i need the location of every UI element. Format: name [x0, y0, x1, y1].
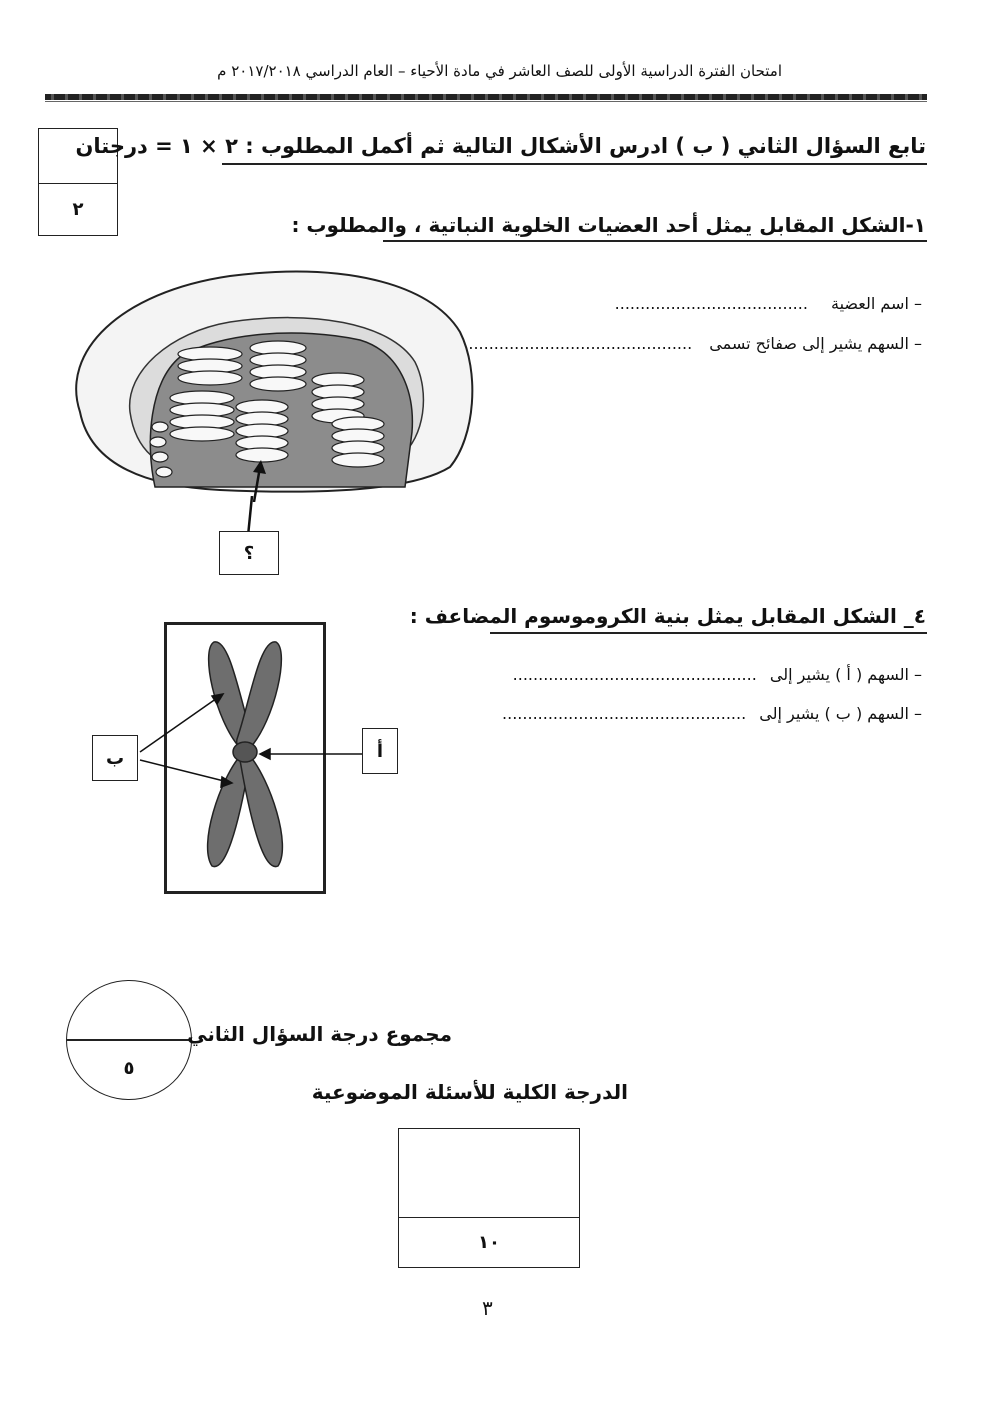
item-text: السهم ( أ ) يشير إلى	[769, 665, 909, 684]
item-dash: –	[914, 665, 922, 684]
score-max-value: ٢	[72, 198, 84, 220]
item-text: اسم العضية	[831, 294, 909, 313]
chromosome-label-b[interactable]: ب	[92, 735, 138, 781]
circle-divider	[67, 1039, 191, 1041]
chloroplast-arrow-stem	[240, 496, 260, 536]
item-text: السهم يشير إلى صفائح تسمى	[709, 334, 909, 353]
part1-title-underline	[383, 240, 927, 242]
chloroplast-icon	[76, 272, 472, 502]
answer-blank-arrow-b[interactable]: ................................................	[502, 704, 747, 723]
question-title-underline	[222, 163, 927, 165]
header-divider-thin	[45, 101, 927, 102]
part4-title: ٤_ الشكل المقابل يمثل بنية الكروموسوم المضاعف :	[409, 604, 926, 628]
chloroplast-arrow-label[interactable]: ؟	[219, 531, 279, 575]
grand-total-label: الدرجة الكلية للأسئلة الموضوعية	[311, 1080, 628, 1104]
item-dash: –	[914, 704, 922, 723]
grand-total-value: ١٠	[478, 1231, 500, 1253]
question-title: تابع السؤال الثاني ( ب ) ادرس الأشكال التالية ثم أكمل المطلوب : ٢ × ١ = درجتان	[75, 134, 926, 158]
part1-title: ١-الشكل المقابل يمثل أحد العضيات الخلوية النباتية ، والمطلوب :	[291, 213, 926, 237]
answer-blank-arrow-a[interactable]: ................................................	[512, 665, 757, 684]
item-dash: –	[914, 294, 922, 313]
chromosome-label-a[interactable]: أ	[362, 728, 398, 774]
part4-title-underline	[490, 632, 927, 634]
answer-blank-organelle[interactable]: ......................................	[614, 294, 808, 313]
question-total-value: ٥	[123, 1057, 135, 1079]
grand-total-blank-cell[interactable]	[399, 1129, 579, 1218]
part4-item-arrow-a	[513, 665, 922, 684]
page-number: ٣	[482, 1296, 493, 1320]
question-total-circle	[66, 980, 192, 1100]
header-divider	[45, 94, 927, 100]
answer-blank-lamellae[interactable]: ............................................	[468, 334, 693, 353]
part4-item-arrow-b	[502, 704, 922, 723]
item-text: السهم ( ب ) يشير إلى	[759, 704, 909, 723]
part1-item-organelle-name	[615, 294, 922, 313]
item-dash: –	[914, 334, 922, 353]
grand-total-box	[398, 1128, 580, 1268]
exam-header: امتحان الفترة الدراسية الأولى للصف العاشر في مادة الأحياء – العام الدراسي ٢٠١٧/٢٠١٨ م	[217, 62, 782, 80]
part1-item-lamellae	[468, 334, 922, 353]
chloroplast-figure	[60, 262, 480, 502]
question-total-label: مجموع درجة السؤال الثاني	[187, 1022, 452, 1046]
